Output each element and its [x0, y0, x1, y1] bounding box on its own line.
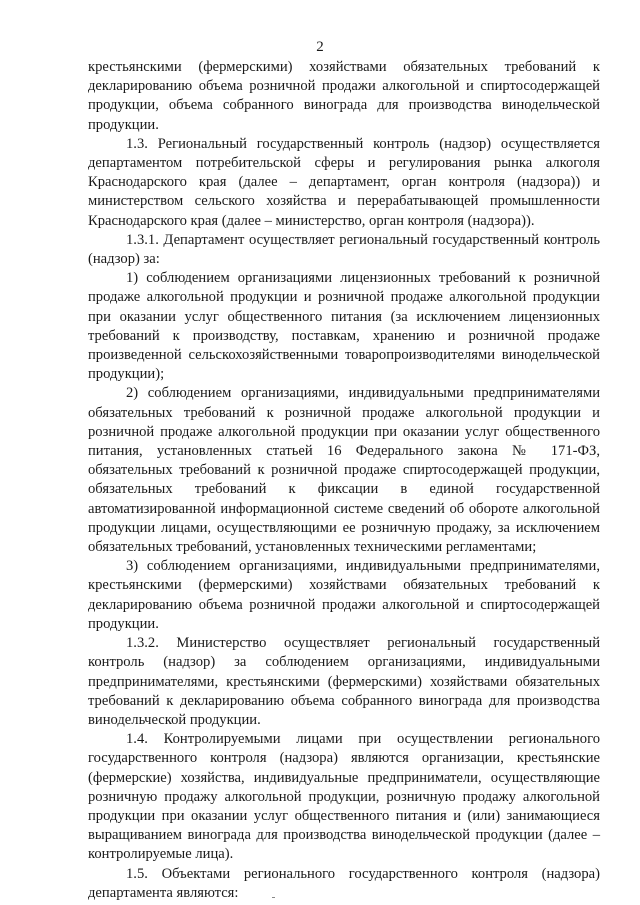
paragraph-1-5: 1.5. Объектами регионального государственного контроля (надзора) департамента являются: [88, 865, 600, 901]
paragraph-item-2: 2) соблюдением организациями, индивидуальными предпринимателями обязательных требований к розничной продаже алкогольной продукции и розничной продаже алкогольной продукции при оказании услуг общественного питания, установленных статьей 16 Федерального закона № 171-ФЗ, обязательных требований к розничной продаже спиртосодержащей продукции, обязательных требований к фиксации в единой государственной автоматизированной информационной системе сведений об обороте алкогольной продукции лицами, осуществляющими ее розничную продажу, за исключением обязательных требований, установленных техническими регламентами; [88, 385, 600, 556]
page-number: 2 [316, 39, 324, 55]
document-body [88, 58, 600, 903]
paragraph-item-3: 3) соблюдением организациями, индивидуальными предпринимателями, крестьянскими (фермерскими) хозяйствами обязательных требований к декларированию объема розничной продажи алкогольной и спиртосодержащей продукции. [88, 558, 600, 632]
scan-dot [272, 897, 275, 898]
paragraph-1-4: 1.4. Контролируемыми лицами при осуществлении регионального государственного контроля (надзора) являются организации, крестьянские (фермерские) хозяйства, индивидуальные предприниматели, осуществляющие розничную продажу алкогольной продукции, розничную продажу алкогольной продукции при оказании услуг общественного питания и (или) занимающиеся выращиванием винограда для производства винодельческой продукции (далее – контролируемые лица). [88, 731, 600, 863]
paragraph-1-3-1: 1.3.1. Департамент осуществляет региональный государственный контроль (надзор) за: [88, 231, 600, 268]
paragraph-1-3: 1.3. Региональный государственный контроль (надзор) осуществляется департаментом потребительской сферы и регулирования рынка алкоголя Краснодарского края (далее – департамент, орган контроля (надзора)) и министерством сельского хозяйства и перерабатывающей промышленности Краснодарского края (далее – министерство, орган контроля (надзора)). [88, 135, 600, 229]
paragraph-1-3-2: 1.3.2. Министерство осуществляет региональный государственный контроль (надзор) за соблюдением организациями, индивидуальными предпринимателями, крестьянскими (фермерскими) хозяйствами обязательных требований к декларированию объема собранного винограда для производства винодельческой продукции. [88, 635, 600, 728]
paragraph-item-1: 1) соблюдением организациями лицензионных требований к розничной продаже алкогольной продукции и розничной продаже алкогольной продукции при оказании услуг общественного питания (за исключением лицензионных требований к производству, поставкам, хранению и розничной продаже произведенной сельскохозяйственными товаропроизводителями винодельческой продукции); [88, 270, 600, 383]
paragraph-continuation: крестьянскими (фермерскими) хозяйствами обязательных требований к декларированию объема розничной продажи алкогольной и спиртосодержащей продукции, объема собранного винограда для производства винодельческой продукции. [88, 59, 600, 133]
